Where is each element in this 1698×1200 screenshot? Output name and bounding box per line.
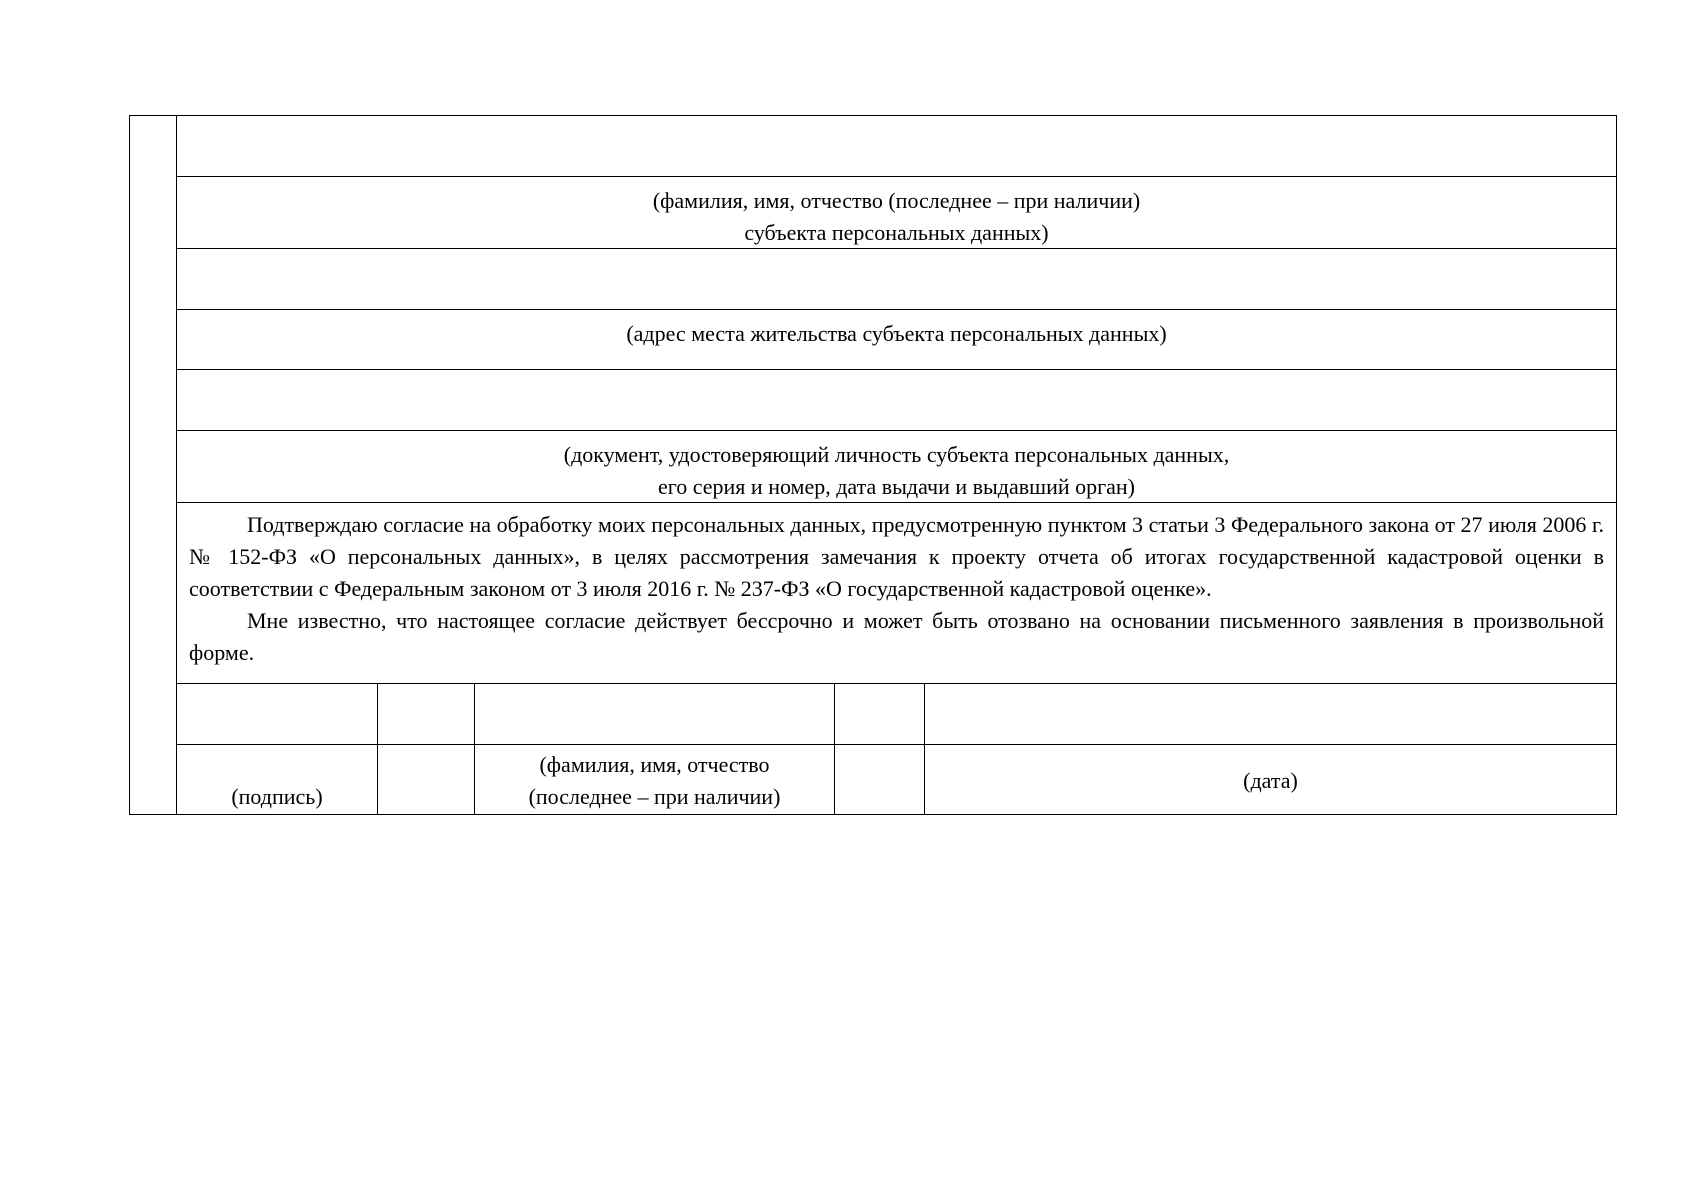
left-margin-column [130,116,177,814]
spacer-cell-2 [835,684,925,744]
address-caption [177,310,1616,370]
signer-name-line2: (последнее – при наличии) [528,784,781,809]
fio-caption-line2: субъекта персональных данных) [744,220,1049,245]
consent-paragraph-1: Подтверждаю согласие на обработку моих персональных данных, предусмотренную пунктом 3 статьи 3 Федерального закона от 27 июля 2006 г. № 152-ФЗ «О персональных данных», в целях рассмотрения замечания к проекту отчета об итогах государственной кадастровой оценки в соответствии с Федеральным законом от 3 июля 2016 г. № 237-ФЗ «О государственной кадастровой оценке». [189,512,1604,601]
date-caption-cell [925,745,1616,815]
spacer-caption-cell-2 [835,745,925,815]
spacer-caption-cell-1 [378,745,475,815]
consent-form-table [129,115,1617,815]
date-label: (дата) [1243,768,1298,793]
signature-field[interactable] [177,684,378,744]
signer-name-line1: (фамилия, имя, отчество [539,752,770,777]
signature-captions-row [177,745,1616,815]
address-field[interactable] [177,249,1616,310]
fio-caption-line1: (фамилия, имя, отчество (последнее – при наличии) [652,188,1141,213]
address-caption-text: (адрес места жительства субъекта персональных данных) [626,321,1167,346]
spacer-cell-1 [378,684,475,744]
document-caption-line1: (документ, удостоверяющий личность субъекта персональных данных, [563,442,1230,467]
fio-caption [177,177,1616,249]
fio-field[interactable] [177,116,1616,177]
form-main-area [177,116,1616,814]
consent-text-block [177,503,1616,684]
signer-name-caption-cell [475,745,835,815]
document-caption-line2: его серия и номер, дата выдачи и выдавший орган) [657,474,1136,499]
signer-name-field[interactable] [475,684,835,744]
date-field[interactable] [925,684,1616,744]
consent-paragraph-2: Мне известно, что настоящее согласие действует бессрочно и может быть отозвано на основании письменного заявления в произвольной форме. [189,608,1604,665]
signature-label: (подпись) [231,784,323,809]
document-caption [177,431,1616,503]
signature-fields-row [177,684,1616,745]
signature-caption-cell [177,745,378,815]
document-field[interactable] [177,370,1616,431]
